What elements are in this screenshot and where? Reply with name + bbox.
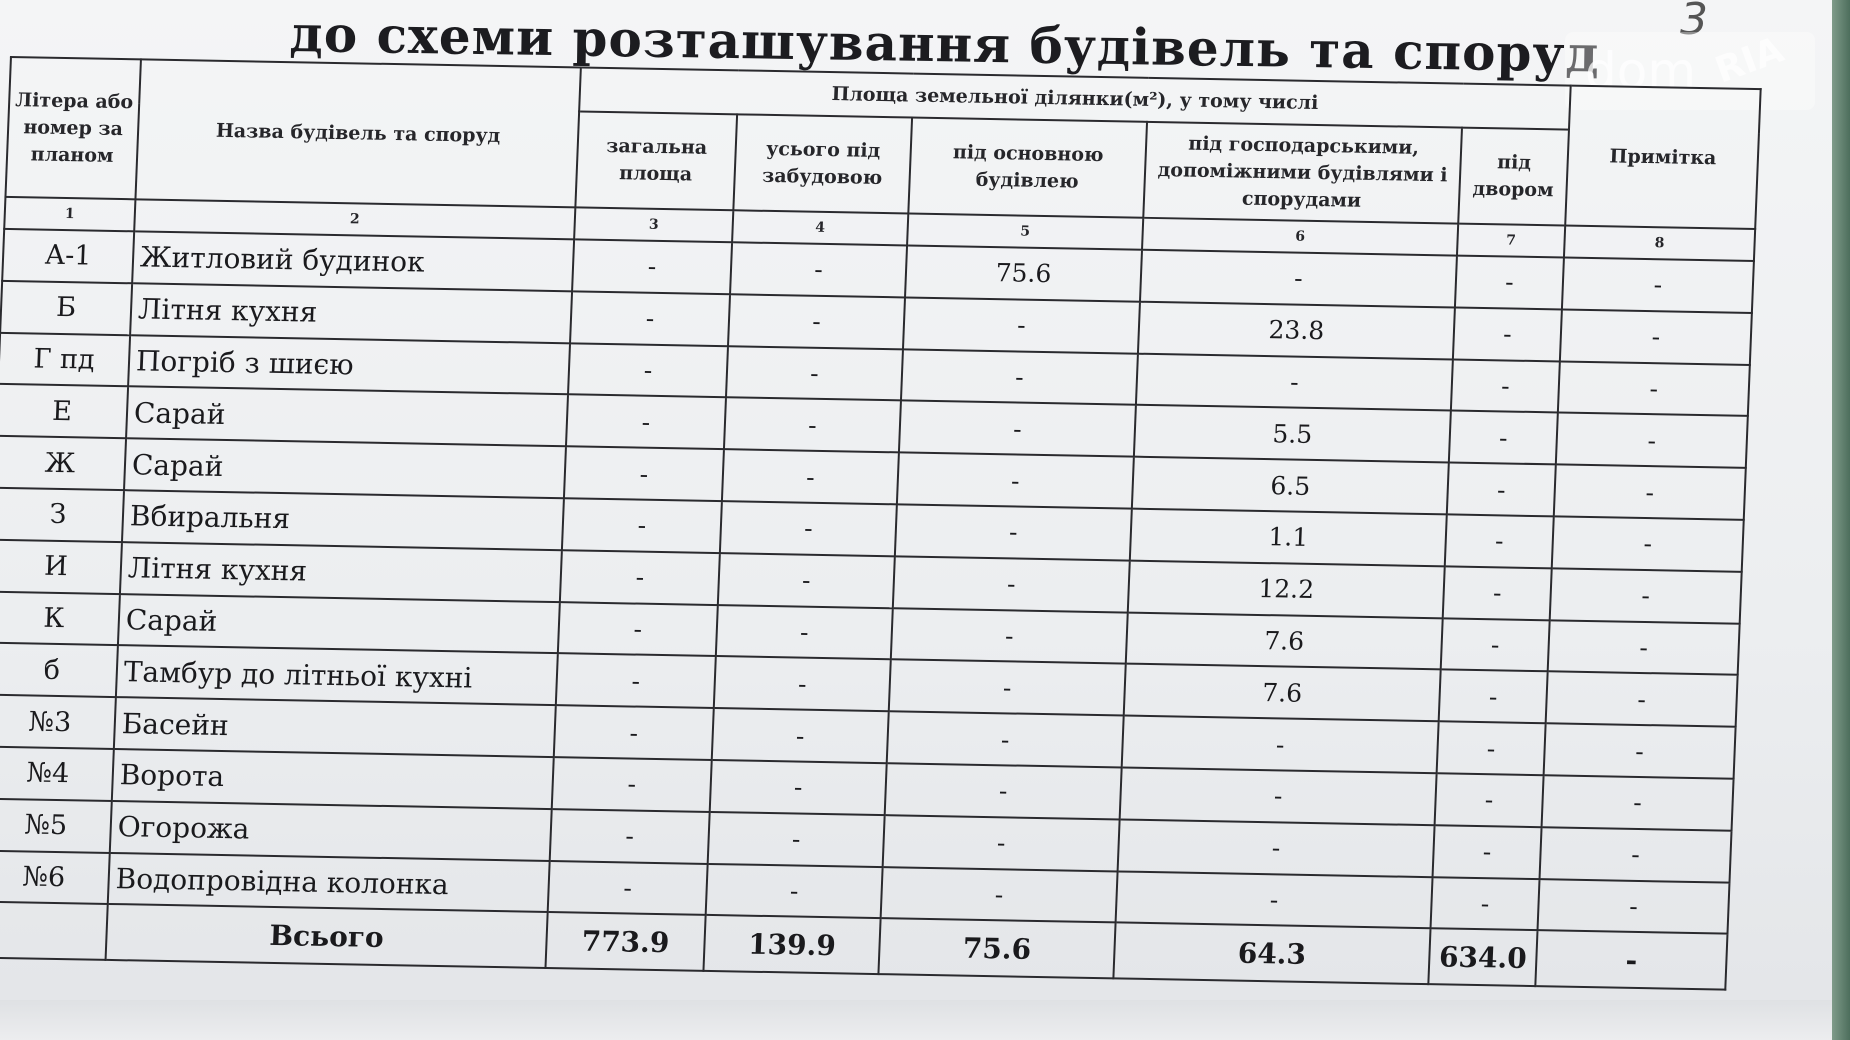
row-letter: Ж bbox=[0, 436, 126, 490]
cell-total-area: - bbox=[552, 757, 712, 812]
cell-built-total: - bbox=[730, 242, 907, 297]
cell-total-area: - bbox=[560, 550, 720, 605]
cell-built-total: - bbox=[718, 553, 895, 608]
total-label: Всього bbox=[106, 904, 548, 968]
row-letter: З bbox=[0, 488, 124, 542]
cell-auxiliary: 23.8 bbox=[1138, 302, 1455, 360]
row-name: Ворота bbox=[112, 749, 554, 809]
cell-total-area: - bbox=[564, 446, 724, 501]
total-built: 139.9 bbox=[703, 915, 880, 974]
cell-built-total: - bbox=[710, 760, 887, 815]
total-yard: 634.0 bbox=[1428, 929, 1537, 987]
page-number: 3 bbox=[1680, 0, 1708, 45]
row-name: Літня кухня bbox=[130, 283, 572, 343]
cell-note: - bbox=[1544, 723, 1736, 778]
cell-yard: - bbox=[1433, 825, 1542, 879]
cell-yard: - bbox=[1445, 514, 1554, 568]
cell-total-area: - bbox=[570, 291, 730, 346]
total-letter-cell bbox=[0, 902, 108, 960]
cell-total-area: - bbox=[562, 498, 722, 553]
document-title: до схеми розташування будівель та споруд bbox=[289, 4, 1601, 84]
row-name: Літня кухня bbox=[120, 542, 562, 602]
cell-note: - bbox=[1552, 516, 1744, 571]
cell-main-building: - bbox=[881, 867, 1118, 923]
cell-auxiliary: 1.1 bbox=[1130, 509, 1447, 567]
header-area-group: Площа земельної ділянки(м²), у тому числі bbox=[579, 67, 1571, 129]
cell-yard: - bbox=[1431, 877, 1540, 931]
total-main-building: 75.6 bbox=[878, 918, 1115, 978]
watermark-text: dom bbox=[1585, 42, 1697, 100]
cell-auxiliary: 7.6 bbox=[1124, 664, 1441, 722]
header-auxiliary: під господарськими, допоміжними будівлями і спорудами bbox=[1143, 122, 1462, 224]
cell-yard: - bbox=[1437, 721, 1546, 775]
cell-built-total: - bbox=[716, 605, 893, 660]
row-name: Водопровідна колонка bbox=[108, 853, 550, 913]
total-auxiliary: 64.3 bbox=[1113, 923, 1430, 985]
row-letter: №4 bbox=[0, 747, 114, 801]
cell-yard: - bbox=[1447, 463, 1556, 517]
cell-yard: - bbox=[1451, 359, 1560, 413]
column-number: 3 bbox=[574, 207, 733, 242]
row-letter: Е bbox=[0, 384, 128, 438]
cell-auxiliary: - bbox=[1140, 250, 1457, 308]
cell-total-area: - bbox=[566, 395, 726, 450]
total-area: 773.9 bbox=[545, 912, 705, 971]
row-name: Сарай bbox=[118, 594, 560, 654]
row-letter: А-1 bbox=[2, 229, 134, 283]
row-name: Сарай bbox=[126, 387, 568, 447]
column-number: 2 bbox=[134, 199, 575, 239]
cell-yard: - bbox=[1453, 307, 1562, 361]
column-number: 7 bbox=[1457, 224, 1565, 258]
cell-total-area: - bbox=[568, 343, 728, 398]
buildings-table-wrapper bbox=[0, 56, 1840, 1039]
cell-total-area: - bbox=[554, 705, 714, 760]
cell-note: - bbox=[1550, 568, 1742, 623]
cell-main-building: - bbox=[893, 556, 1130, 612]
row-letter: №5 bbox=[0, 798, 112, 852]
cell-built-total: - bbox=[724, 398, 901, 453]
cell-total-area: - bbox=[556, 654, 716, 709]
cell-auxiliary: - bbox=[1122, 716, 1439, 774]
row-name: Сарай bbox=[124, 438, 566, 498]
cell-built-total: - bbox=[722, 449, 899, 504]
cell-yard: - bbox=[1439, 670, 1548, 724]
cell-note: - bbox=[1558, 361, 1750, 416]
row-name: Погріб з шиєю bbox=[128, 335, 570, 395]
cell-built-total: - bbox=[708, 812, 885, 867]
cell-total-area: - bbox=[550, 809, 710, 864]
cell-note: - bbox=[1548, 620, 1740, 675]
cell-note: - bbox=[1546, 672, 1738, 727]
cell-yard: - bbox=[1455, 256, 1564, 310]
total-note: - bbox=[1535, 930, 1727, 989]
cell-total-area: - bbox=[548, 861, 708, 916]
header-main-building: під основною будівлею bbox=[908, 118, 1147, 218]
cell-main-building: - bbox=[903, 297, 1140, 353]
column-number: 8 bbox=[1564, 226, 1755, 261]
cell-note: - bbox=[1542, 775, 1734, 830]
header-yard: під двором bbox=[1458, 128, 1569, 226]
cell-built-total: - bbox=[712, 708, 889, 763]
row-letter: Б bbox=[0, 281, 132, 335]
cell-auxiliary: - bbox=[1116, 871, 1433, 929]
cell-auxiliary: 5.5 bbox=[1134, 405, 1451, 463]
row-letter: №3 bbox=[0, 695, 116, 749]
cell-auxiliary: 12.2 bbox=[1128, 560, 1445, 618]
column-number: 1 bbox=[4, 197, 135, 231]
cell-built-total: - bbox=[728, 294, 905, 349]
header-built-total: усього під забудовою bbox=[733, 114, 912, 213]
cell-auxiliary: - bbox=[1120, 767, 1437, 825]
cell-auxiliary: 7.6 bbox=[1126, 612, 1443, 670]
buildings-table bbox=[0, 56, 1762, 991]
row-letter: Г пд bbox=[0, 332, 130, 386]
column-number: 4 bbox=[732, 210, 908, 245]
row-letter: К bbox=[0, 591, 120, 645]
cell-main-building: - bbox=[891, 608, 1128, 664]
cell-note: - bbox=[1556, 413, 1748, 468]
row-name: Огорожа bbox=[110, 801, 552, 861]
cell-built-total: - bbox=[706, 863, 883, 918]
cell-main-building: - bbox=[899, 401, 1136, 457]
row-letter: б bbox=[0, 643, 118, 697]
cell-note: - bbox=[1554, 465, 1746, 520]
cell-main-building: - bbox=[901, 349, 1138, 405]
row-letter: И bbox=[0, 540, 122, 594]
row-name: Басейн bbox=[114, 697, 556, 757]
cell-note: - bbox=[1540, 827, 1732, 882]
cell-main-building: - bbox=[887, 711, 1124, 767]
header-name: Назва будівель та споруд bbox=[135, 59, 580, 207]
row-name: Вбиральня bbox=[122, 490, 564, 550]
cell-main-building: - bbox=[885, 763, 1122, 819]
row-name: Тамбур до літньої кухні bbox=[116, 645, 558, 705]
cell-main-building: - bbox=[889, 660, 1126, 716]
header-total-area: загальна площа bbox=[575, 111, 737, 210]
cell-note: - bbox=[1560, 309, 1752, 364]
cell-built-total: - bbox=[720, 501, 897, 556]
cell-main-building: - bbox=[883, 815, 1120, 871]
cell-yard: - bbox=[1441, 618, 1550, 672]
column-number: 5 bbox=[907, 213, 1143, 249]
cell-built-total: - bbox=[714, 656, 891, 711]
cell-main-building: - bbox=[895, 504, 1132, 560]
cell-auxiliary: - bbox=[1118, 819, 1435, 877]
cell-note: - bbox=[1562, 258, 1754, 313]
watermark-badge: RIA bbox=[1710, 29, 1789, 92]
cell-yard: - bbox=[1435, 773, 1544, 827]
cell-total-area: - bbox=[558, 602, 718, 657]
cell-yard: - bbox=[1449, 411, 1558, 465]
header-note: Примітка bbox=[1565, 86, 1760, 229]
cell-note: - bbox=[1538, 879, 1730, 934]
cell-built-total: - bbox=[726, 346, 903, 401]
cell-yard: - bbox=[1443, 566, 1552, 620]
cell-total-area: - bbox=[572, 239, 732, 294]
cell-main-building: - bbox=[897, 453, 1134, 509]
cell-main-building: 75.6 bbox=[905, 245, 1142, 301]
column-number: 6 bbox=[1142, 218, 1458, 256]
row-letter: №6 bbox=[0, 850, 110, 904]
cell-auxiliary: - bbox=[1136, 353, 1453, 411]
row-name: Житловий будинок bbox=[132, 231, 574, 291]
cell-auxiliary: 6.5 bbox=[1132, 457, 1449, 515]
header-letter: Літера або номер за планом bbox=[5, 57, 140, 199]
